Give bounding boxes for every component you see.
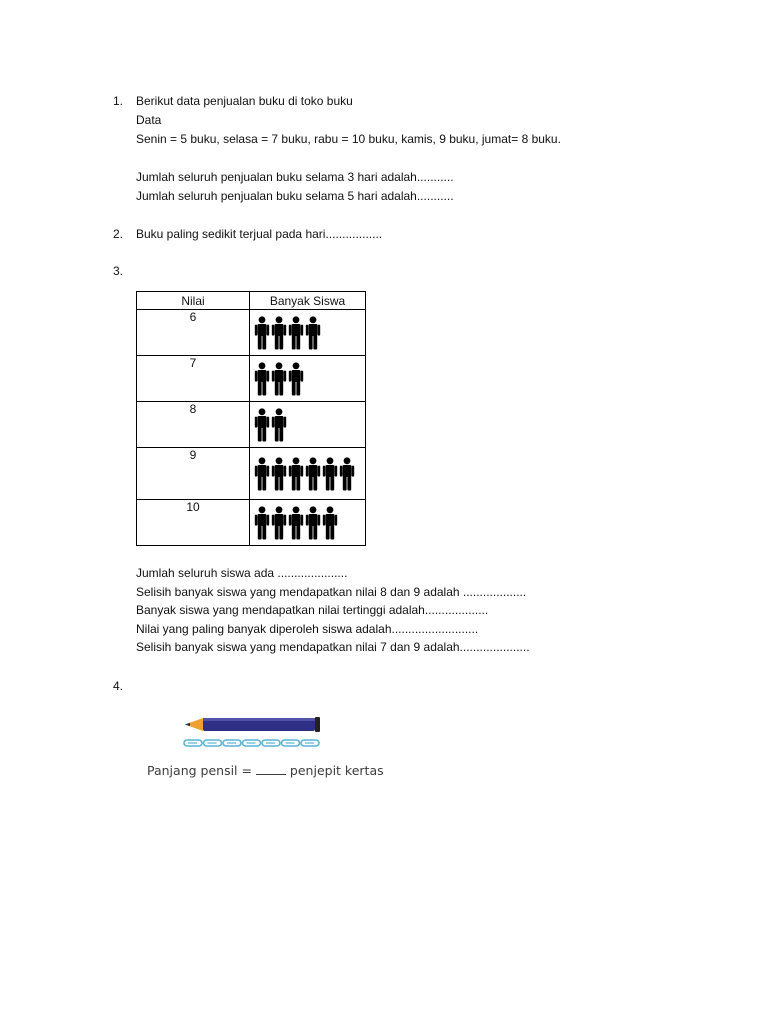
banyak-siswa-cell: [250, 310, 366, 356]
q3-question-2: Selisih banyak siswa yang mendapatkan nilai 8 dan 9 adalah ...................: [136, 585, 527, 599]
table-row: [137, 500, 366, 546]
person-icon: [288, 362, 304, 396]
person-icon: [271, 362, 287, 396]
person-icon: [288, 506, 304, 540]
q1-data-values: Senin = 5 buku, selasa = 7 buku, rabu = 10 buku, kamis, 9 buku, jumat= 8 buku.: [136, 132, 561, 146]
caption-prefix: Panjang pensil =: [147, 763, 256, 778]
person-icon: [254, 408, 270, 442]
person-icon: [254, 506, 270, 540]
person-icon: [271, 506, 287, 540]
pictogram-table: [136, 291, 366, 546]
table-row: [137, 402, 366, 448]
table-header-row: [137, 292, 366, 310]
q1-question-a: Jumlah seluruh penjualan buku selama 3 hari adalah...........: [136, 170, 454, 184]
q3-question-3: Banyak siswa yang mendapatkan nilai tertinggi adalah...................: [136, 603, 489, 617]
q3-question-4: Nilai yang paling banyak diperoleh siswa adalah..........................: [136, 622, 479, 636]
person-icon: [288, 457, 304, 491]
person-icon: [339, 457, 355, 491]
banyak-siswa-cell: [250, 448, 366, 500]
q3-question-1: Jumlah seluruh siswa ada .....................: [136, 566, 348, 580]
q1-question-b: Jumlah seluruh penjualan buku selama 5 hari adalah...........: [136, 189, 454, 203]
q3-question-5: Selisih banyak siswa yang mendapatkan nilai 7 dan 9 adalah.....................: [136, 640, 530, 654]
banyak-siswa-cell: [250, 356, 366, 402]
question-number: 4.: [113, 679, 124, 693]
table-row: [137, 356, 366, 402]
person-icon: [305, 457, 321, 491]
answer-blank[interactable]: [256, 774, 286, 775]
person-icon: [322, 506, 338, 540]
person-icon: [271, 457, 287, 491]
q2-text: Buku paling sedikit terjual pada hari.................: [136, 227, 383, 241]
question-number: 1.: [113, 94, 124, 108]
nilai-cell: 9: [137, 448, 250, 500]
question-number: 2.: [113, 227, 124, 241]
nilai-cell: 8: [137, 402, 250, 448]
nilai-cell: 10: [137, 500, 250, 546]
banyak-siswa-cell: [250, 500, 366, 546]
header-banyak-siswa: Banyak Siswa: [250, 292, 366, 310]
question-number: 3.: [113, 264, 124, 278]
person-icon: [271, 408, 287, 442]
nilai-cell: 6: [137, 310, 250, 356]
person-icon: [305, 506, 321, 540]
person-icon: [305, 316, 321, 350]
person-icon: [271, 316, 287, 350]
person-icon: [322, 457, 338, 491]
pencil-caption: [147, 763, 384, 778]
person-icon: [288, 316, 304, 350]
pencil-illustration: [140, 710, 390, 790]
q1-intro: Berikut data penjualan buku di toko buku: [136, 94, 353, 108]
table-row: [137, 310, 366, 356]
person-icon: [254, 316, 270, 350]
q1-data-label: Data: [136, 113, 162, 127]
pencil-icon: [185, 717, 320, 732]
paperclip-row: [184, 740, 319, 746]
caption-suffix: penjepit kertas: [285, 763, 384, 778]
nilai-cell: 7: [137, 356, 250, 402]
banyak-siswa-cell: [250, 402, 366, 448]
header-nilai: Nilai: [137, 292, 250, 310]
table-row: [137, 448, 366, 500]
person-icon: [254, 362, 270, 396]
person-icon: [254, 457, 270, 491]
